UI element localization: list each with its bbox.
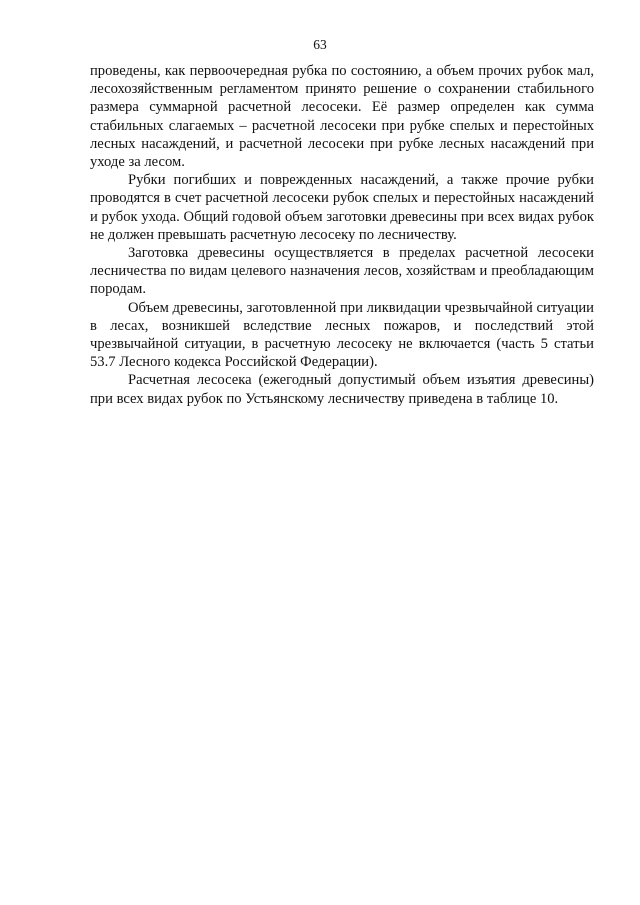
body-text — [90, 62, 594, 408]
paragraph-continuation: проведены, как первоочередная рубка по состоянию, а объем прочих рубок мал, лесохозяйственным регламентом принято решение о сохранении стабильного размера суммарной расчетной лесосеки. Её размер определен как сумма стабильных слагаемых – расчетной лесосеки при рубке спелых и перестойных лесных насаждений, и расчетной лесосеки при рубке лесных насаждений при уходе за лесом. — [90, 63, 594, 171]
paragraph-harvest-limits: Заготовка древесины осуществляется в пределах расчетной лесосеки лесничества по видам целевого назначения лесов, хозяйствам и преобладающим породам. — [90, 245, 594, 298]
paragraph-felling-damaged-stands: Рубки погибших и поврежденных насаждений, а также прочие рубки проводятся в счет расчетной лесосеки рубок спелых и перестойных насаждений и рубок ухода. Общий годовой объем заготовки древесины при всех видах рубок не должен превышать расчетную лесосеку по лесничеству. — [90, 172, 594, 243]
page-number: 63 — [313, 37, 327, 52]
paragraph-table-reference: Расчетная лесосека (ежегодный допустимый объем изъятия древесины) при всех видах рубок по Устьянскому лесничеству приведена в таблице 10. — [90, 372, 594, 407]
paragraph-emergency-volume: Объем древесины, заготовленной при ликвидации чрезвычайной ситуации в лесах, возникшей вследствие лесных пожаров, и последствий этой чрезвычайной ситуации, в расчетную лесосеку не включается (часть 5 статьи 53.7 Лесного кодекса Российской Федерации). — [90, 299, 594, 371]
